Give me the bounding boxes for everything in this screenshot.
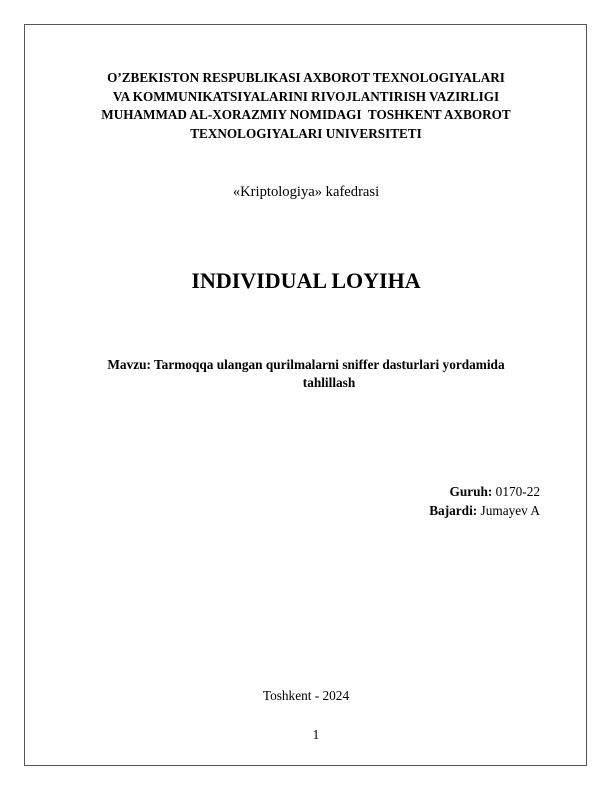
department-name: «Kriptologiya» kafedrasi [232, 184, 380, 200]
ministry-line-1: O’ZBEKISTON RESPUBLIKASI AXBOROT TEXNOLOGIYALARI [107, 70, 505, 85]
topic-line-1: Mavzu: Tarmoqqa ulangan qurilmalarni sniffer dasturlari yordamida [107, 357, 505, 372]
author-row [429, 501, 540, 520]
page-number: 1 [312, 727, 320, 742]
author-info [429, 482, 540, 520]
topic-block [96, 356, 516, 392]
group-label: Guruh: [449, 484, 493, 499]
topic-line-2: tahlillash [302, 375, 356, 390]
document-title: INDIVIDUAL LOYIHA [191, 268, 421, 293]
ministry-line-3: MUHAMMAD AL-XORAZMIY NOMIDAGI TOSHKENT AXBOROT [101, 107, 511, 122]
ministry-line-2: VA KOMMUNIKATSIYALARINI RIVOJLANTIRISH VAZIRLIGI [112, 88, 500, 104]
ministry-header [0, 69, 612, 143]
author-value: Jumayev A [477, 503, 540, 518]
group-row [429, 482, 540, 501]
group-value: 0170-22 [492, 484, 540, 499]
city-year: Toshkent - 2024 [262, 688, 350, 703]
ministry-line-4: TEXNOLOGIYALARI UNIVERSITETI [190, 125, 422, 141]
author-label: Bajardi: [429, 503, 478, 518]
